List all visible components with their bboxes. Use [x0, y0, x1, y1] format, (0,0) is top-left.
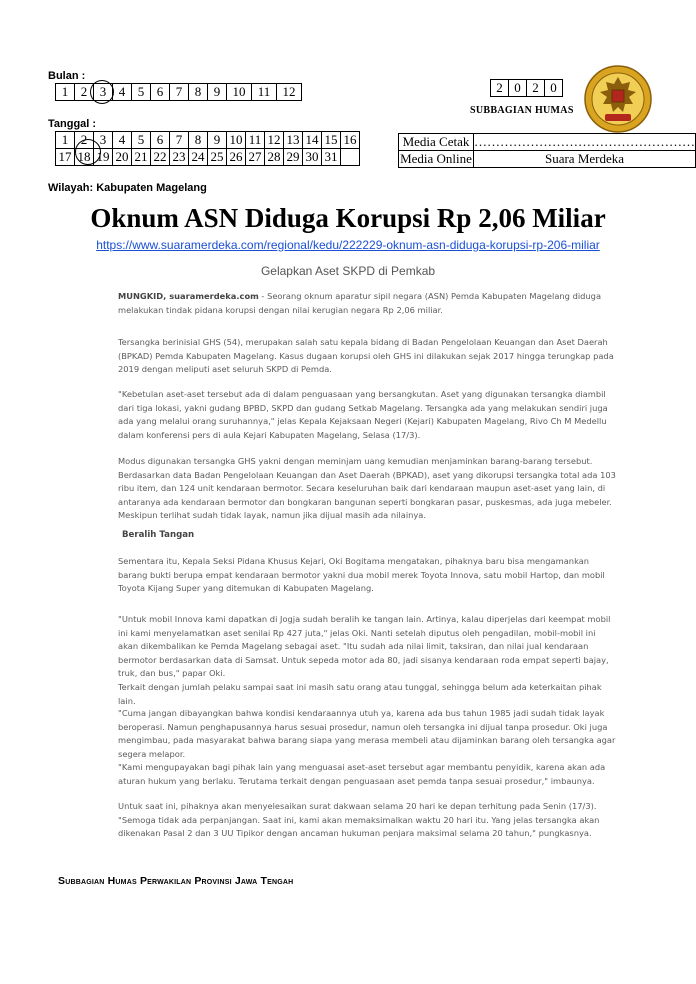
date-cell: 27: [246, 149, 265, 166]
article-subhead: Gelapkan Aset SKPD di Pemkab: [260, 264, 436, 278]
date-cell: 2: [75, 132, 94, 149]
footer-org: Subbagian Humas Perwakilan Provinsi Jawa Tengah: [58, 875, 294, 887]
paragraph-4: Modus digunakan tersangka GHS yakni dengan meminjam uang kemudian menjaminkan barang-barang tersebut. Berdasarkan data Badan Pengelolaan Keuangan dan Aset Daerah (BPKAD), aset yang dikorupsi tersangka total ada 103 ribu item, dan 124 unit kendaraan bermotor. Secara keseluruhan baik dari kendaraan maupun aset-aset yang lain, di antaranya ada kendaraan bermotor dan bongkaran bangunan seperti bongkaran pasar, puskesmas, ada juga mebeler. Meskipun terlihat sudah tidak layak, namun jika dijual masih ada nilainya.: [118, 456, 616, 520]
media-cetak-value: ……………………………………………: [474, 134, 695, 149]
date-cell: 24: [189, 149, 208, 166]
month-cell: 5: [132, 84, 151, 101]
selected-month-circle: [90, 80, 114, 104]
paragraph-5: Sementara itu, Kepala Seksi Pidana Khusus Kejari, Oki Bogitama mengatakan, pihaknya baru bisa mengamankan barang bukti berupa empat kendaraan bermotor yakni dua mobil merek Toyota Innova, satu mobil Hartop, dan mobil Toyota Kijang Super yang ditemukan di Kabupaten Magelang.: [118, 556, 605, 593]
month-cell: 12: [277, 84, 302, 101]
date-cell: 13: [284, 132, 303, 149]
month-cell: 8: [189, 84, 208, 101]
wilayah-label: Wilayah: Kabupaten Magelang: [48, 182, 207, 194]
tanggal-label: Tanggal :: [48, 118, 97, 130]
paragraph-10: Untuk saat ini, pihaknya akan menyelesaikan surat dakwaan selama 20 hari ke depan terhitung pada Senin (17/3). "Semoga tidak ada perpanjangan. Saat ini, kami akan memaksimalkan waktu 20 hari itu. Yang jelas tersangka akan dikenakan Pasal 2 dan 3 UU Tipikor dengan ancaman hukuman penjara maksimal selama 20 tahun," pungkasnya.: [118, 801, 600, 838]
media-cetak-label: Media Cetak: [399, 134, 474, 151]
paragraph-3: "Kebetulan aset-aset tersebut ada di dalam penguasaan yang bersangkutan. Aset yang digunakan tersangka diambil dari tiga lokasi, yakni gudang BPBD, SKPD dan gudang Setkab Magelang. Tersangka ada yang melakukan sendiri juga ada yang melalui orang suruhannya," jelas Kepala Kejaksaan Negeri (Kejari) Kabupaten Magelang, Rivo Ch M Medellu dalam konferensi pers di aula Kejari Kabupaten Magelang, Selasa (17/3).: [118, 389, 608, 440]
paragraph-6: "Untuk mobil Innova kami dapatkan di Jogja sudah beralih ke tangan lain. Artinya, kalau diperjelas dari keempat mobil ini kami menyelamatkan aset senilai Rp 427 juta," jelas Oki. Nanti setelah diputus oleh pengadilan, mobil-mobil ini akan dikembalikan ke Pemda Magelang sebagai aset. "Itu sudah ada nilai limit, taksiran, dan nilai jual kendaraan bermotor berdasarkan data di Samsat. Untuk sepeda motor ada 80, jadi sisanya kendaraan roda empat seperti bajay, truk, dan bus," papar Oki.: [118, 614, 611, 678]
media-table: [398, 133, 696, 168]
date-cell: 20: [113, 149, 132, 166]
year-digit: 2: [491, 80, 509, 97]
month-cell: 7: [170, 84, 189, 101]
paragraph-9: "Kami mengupayakan bagi pihak lain yang menguasai aset-aset tersebut agar membantu penyidik, karena akan ada aturan hukum yang berlaku. Terutama terkait dengan penguasaan aset pemda tanpa sesuai prosedur," imbaunya.: [118, 762, 606, 786]
paragraph-2: Tersangka berinisial GHS (54), merupakan salah satu kepala bidang di Badan Pengelolaan Keuangan dan Aset Daerah (BPKAD) Pemda Kabupaten Magelang. Kasus dugaan korupsi oleh GHS ini dilakukan sejak 2017 hingga terungkap pada 2019 dengan meliputi aset seluruh SKPD di Pemda.: [118, 337, 614, 374]
date-cell: 26: [227, 149, 246, 166]
date-cell: 14: [303, 132, 322, 149]
month-cell: 6: [151, 84, 170, 101]
date-cell: 22: [151, 149, 170, 166]
org-label: SUBBAGIAN HUMAS: [470, 105, 574, 116]
date-cell: 7: [170, 132, 189, 149]
garuda-emblem-icon: [583, 64, 653, 134]
date-cell: 19: [94, 149, 113, 166]
month-cell: 1: [56, 84, 75, 101]
media-online-label: Media Online: [400, 151, 472, 166]
date-cell: 25: [208, 149, 227, 166]
date-cell: 17: [56, 149, 75, 166]
date-cell: 31: [322, 149, 341, 166]
paragraph-1: [118, 290, 618, 317]
section-heading: Beralih Tangan: [122, 530, 195, 540]
bulan-label: Bulan :: [48, 70, 86, 82]
date-cell: 16: [341, 132, 360, 149]
media-online-value: Suara Merdeka: [474, 151, 696, 168]
date-cell-empty: [341, 149, 360, 166]
date-cell: 8: [189, 132, 208, 149]
month-cell: 3: [94, 84, 113, 101]
month-cell: 2: [75, 84, 94, 101]
date-cell: 5: [132, 132, 151, 149]
date-cell: 1: [56, 132, 75, 149]
date-cell: 10: [227, 132, 246, 149]
paragraph-1-text: - Seorang oknum aparatur sipil negara (ASN) Pemda Kabupaten Magelang diduga melakukan tindak pidana korupsi dengan nilai kerugian negara Rp 2,06 miliar.: [118, 291, 602, 315]
month-cell: 9: [208, 84, 227, 101]
year-digit: 0: [509, 80, 527, 97]
month-cell: 11: [252, 84, 277, 101]
date-cell: 15: [322, 132, 341, 149]
year-digit: 0: [545, 80, 563, 97]
article-title: Oknum ASN Diduga Korupsi Rp 2,06 Miliar: [90, 203, 606, 233]
paragraph-7: Terkait dengan jumlah pelaku sampai saat ini masih satu orang atau tunggal, sehingga belum ada keterkaitan pihak lain.: [118, 682, 602, 706]
date-cell: 29: [284, 149, 303, 166]
year-digit: 2: [527, 80, 545, 97]
date-cell: 30: [303, 149, 322, 166]
paragraph-8: "Cuma jangan dibayangkan bahwa kondisi kendaraannya utuh ya, karena ada bus tahun 1985 jadi sudah tidak layak beroperasi. Namun penghapusannya harus sesuai prosedur, namun oleh tersangka ini dijual tanpa prosedur. Oki juga mengimbau, pada masyarakat bahwa barang siapa yang merasa membeli atau dijaminkan barang oleh tersangka agar segera melapor.: [118, 708, 616, 759]
date-cell: 6: [151, 132, 170, 149]
date-cell: 21: [132, 149, 151, 166]
date-cell: 11: [246, 132, 265, 149]
article-url-link[interactable]: https://www.suaramerdeka.com/regional/kedu/222229-oknum-asn-diduga-korupsi-rp-206-miliar: [96, 238, 600, 252]
date-cell: 12: [265, 132, 284, 149]
year-grid: [490, 79, 563, 97]
selected-date-circle: [75, 139, 101, 165]
date-cell: 18: [75, 149, 94, 166]
date-cell: 28: [265, 149, 284, 166]
date-cell: 23: [170, 149, 189, 166]
date-cell: 3: [94, 132, 113, 149]
dateline: MUNGKID, suaramerdeka.com: [118, 291, 259, 301]
month-cell: 4: [113, 84, 132, 101]
date-cell: 9: [208, 132, 227, 149]
date-cell: 4: [113, 132, 132, 149]
month-cell: 10: [227, 84, 252, 101]
